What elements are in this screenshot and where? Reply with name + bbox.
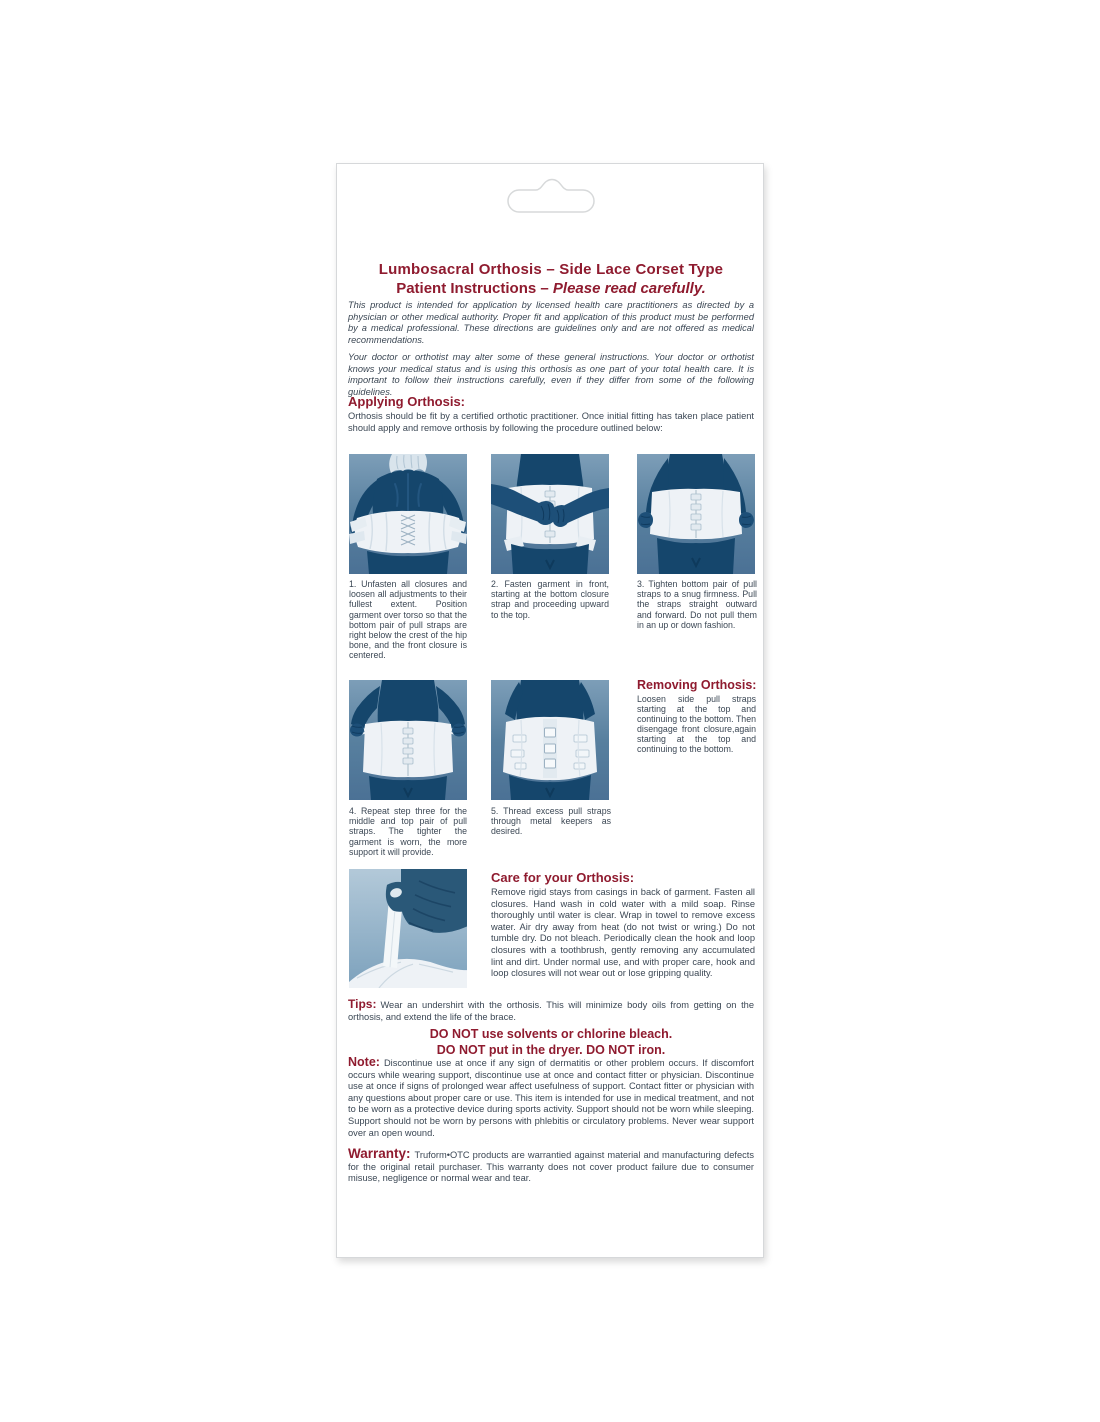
applying-orthosis-heading: Applying Orthosis: xyxy=(348,394,465,409)
patient-instructions-label: Patient Instructions – xyxy=(396,280,549,297)
step-4-caption: 4. Repeat step three for the middle and top pair of pull straps. The tighter the garment is worn, the more support it will provide. xyxy=(349,806,467,857)
read-carefully-label: Please read carefully. xyxy=(552,280,706,297)
warranty-label: Warranty: xyxy=(348,1146,411,1161)
step-1-caption: 1. Unfasten all closures and loosen all adjustments to their fullest extent. Position garment over torso so that the bottom pair of pull straps are right below the crest of the hip bone, and the front closure is centered. xyxy=(349,579,467,661)
intro-paragraph-1: This product is intended for application by licensed health care practitioners as directed by a physician or other medical authority. Proper fit and application of this product must be performed by a medical professional. These directions are guidelines only and are not offered as medical recommendations. xyxy=(348,300,754,345)
care-body: Remove rigid stays from casings in back of garment. Fasten all closures. Hand wash in cold water with a mild soap. Rinse thoroughly until water is clear. Wrap in towel to remove excess water. Air dry away from heat (do not twist or wring.) Do not tumble dry. Do not bleach. Periodically clean the hook and loop closures with a toothbrush, gently removing any accumulated lint and dirt. Under normal use, and with proper care, hook and loop closures will not wear out or lose gripping quality. xyxy=(491,887,755,979)
hang-hole xyxy=(506,178,596,216)
intro-paragraph-2: Your doctor or orthotist may alter some of these general instructions. Your doctor or orthotist knows your medical status and is using this orthosis as one part of your total health care. It is important to follow their instructions carefully, even if they differ from some of the following guidelines. xyxy=(348,352,754,397)
note-body: Discontinue use at once if any sign of dermatitis or other problem occurs. If discomfort occurs while wearing support, discontinue use at once and contact fitter or physician. Discontinue use at once if signs of prolonged wear affect usefulness of support. Contact fitter or physician with any questions about proper care or use. This item is intended for use in medical treatment, and not to be worn as a protective device during sports activity. Support should not be worn while sleeping. Support should not be worn by persons with phlebitis or circulatory problems. Never wear support over an open wound. xyxy=(348,1058,754,1138)
removing-orthosis-body: Loosen side pull straps starting at the top and continuing to the bottom. Then disengage front closure,again starting at the top and continuing to the bottom. xyxy=(637,694,756,754)
note-paragraph xyxy=(348,1057,754,1139)
do-not-line-2: DO NOT put in the dryer. DO NOT iron. xyxy=(436,1043,666,1057)
step-2-photo-fasten-front xyxy=(491,454,609,574)
step-5-caption: 5. Thread excess pull straps through metal keepers as desired. xyxy=(491,806,611,837)
step-3-photo-tighten-straps xyxy=(637,454,755,574)
care-heading: Care for your Orthosis: xyxy=(491,870,635,885)
step-4-photo-repeat-straps xyxy=(349,680,467,800)
do-not-line-1: DO NOT use solvents or chlorine bleach. xyxy=(429,1027,673,1041)
product-title: Lumbosacral Orthosis – Side Lace Corset Type xyxy=(378,261,724,278)
tips-body: Wear an undershirt with the orthosis. This will minimize body oils from getting on the orthosis, and extend the life of the brace. xyxy=(348,1000,754,1022)
do-not-warnings xyxy=(337,1026,765,1058)
warranty-body: Truform•OTC products are warrantied against material and manufacturing defects for the original retail purchaser. This warranty does not cover product failure due to consumer misuse, negligence or normal wear and tear. xyxy=(348,1150,754,1184)
tips-label: Tips: xyxy=(348,997,377,1011)
step-5-photo-thread-keepers xyxy=(491,680,609,800)
step-3-caption: 3. Tighten bottom pair of pull straps to a snug firmness. Pull the straps straight outward and forward. Do not pull them in an up or down fashion. xyxy=(637,579,757,630)
patient-instructions-title xyxy=(337,279,765,298)
removing-orthosis-heading: Removing Orthosis: xyxy=(637,678,757,692)
step-1-photo-back-view xyxy=(349,454,467,574)
instruction-card xyxy=(336,163,764,1258)
applying-orthosis-intro: Orthosis should be fit by a certified orthotic practitioner. Once initial fitting has taken place patient should apply and remove orthosis by following the procedure outlined below: xyxy=(348,411,754,433)
care-photo-stay-removal xyxy=(349,869,467,988)
tips-paragraph xyxy=(348,999,754,1023)
step-2-caption: 2. Fasten garment in front, starting at the bottom closure strap and proceeding upward to the top. xyxy=(491,579,609,620)
note-label: Note: xyxy=(348,1055,380,1069)
warranty-paragraph xyxy=(348,1148,754,1185)
